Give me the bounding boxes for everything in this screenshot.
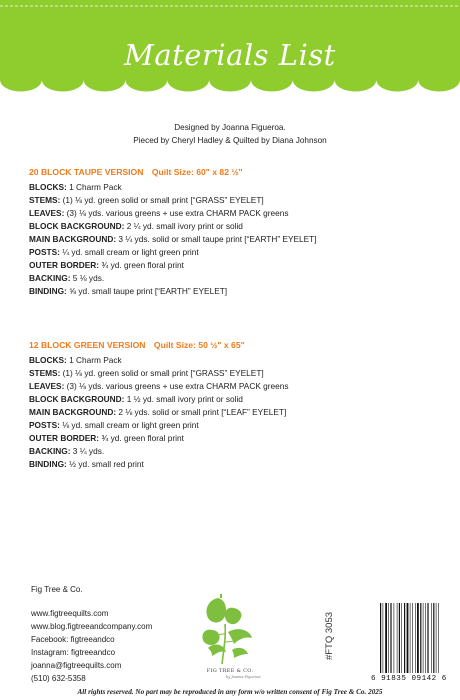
material-item — [29, 458, 449, 471]
version-title: 20 BLOCK TAUPE VERSION — [29, 167, 144, 177]
material-label: STEMS: — [29, 195, 61, 205]
material-description: 5 ⅛ yds. — [70, 273, 105, 283]
material-item — [29, 272, 449, 285]
company-name: Fig Tree & Co. — [31, 585, 83, 594]
material-description: 2 ⅛ yds. solid or small print [“LEAF” EYELET] — [116, 407, 287, 417]
material-item — [29, 194, 449, 207]
material-description: 1 ½ yd. small ivory print or solid — [124, 394, 243, 404]
material-item — [29, 393, 449, 406]
barcode-icon — [378, 603, 448, 680]
logo-wordmark: FIG TREE & CO. — [206, 668, 254, 674]
barcode-bar — [417, 603, 419, 673]
barcode-bar — [427, 603, 428, 673]
barcode-bar — [397, 603, 398, 673]
material-item — [29, 367, 449, 380]
material-description: ¾ yd. green floral print — [99, 433, 184, 443]
pieced-quilted-credit: Pieced by Cheryl Hadley & Quilted by Diana Johnson — [133, 136, 327, 145]
material-label: BLOCK BACKGROUND: — [29, 394, 125, 404]
product-code: #FTQ 3053 — [324, 611, 335, 661]
email-link[interactable]: joanna@figtreequilts.com — [31, 661, 122, 670]
material-item — [29, 354, 449, 367]
material-label: BLOCK BACKGROUND: — [29, 221, 125, 231]
material-description: 3 ¼ yds. — [70, 446, 105, 456]
material-item — [29, 246, 449, 259]
contact-info — [31, 583, 152, 685]
material-item — [29, 259, 449, 272]
material-description: ½ yd. small red print — [66, 459, 144, 469]
material-label: POSTS: — [29, 420, 60, 430]
material-item — [29, 432, 449, 445]
barcode-bar — [438, 603, 439, 673]
material-label: LEAVES: — [29, 208, 65, 218]
section-heading — [29, 339, 449, 352]
barcode-bar — [420, 603, 421, 673]
material-label: BINDING: — [29, 459, 67, 469]
website-link[interactable]: www.figtreequilts.com — [31, 609, 109, 618]
material-item — [29, 419, 449, 432]
barcode-bar — [436, 603, 437, 673]
material-item — [29, 220, 449, 233]
barcode-number: 6 91835 09142 6 — [371, 675, 447, 683]
barcode-bar — [415, 603, 416, 673]
material-item — [29, 380, 449, 393]
barcode-bar — [410, 603, 411, 673]
barcode-bar — [394, 603, 395, 673]
material-label: BACKING: — [29, 446, 71, 456]
material-label: OUTER BORDER: — [29, 433, 100, 443]
quilt-size: Quilt Size: 50 ½" x 65" — [153, 340, 245, 350]
material-label: STEMS: — [29, 368, 61, 378]
header-banner — [0, 0, 460, 95]
barcode-bar — [388, 603, 389, 673]
barcode-bar — [431, 603, 432, 673]
barcode-bar — [433, 603, 434, 673]
barcode-bar — [423, 603, 424, 673]
credits — [0, 121, 460, 147]
barcode-bar — [425, 603, 426, 673]
material-item — [29, 285, 449, 298]
barcode-bar — [385, 603, 387, 673]
material-description: (1) ⅛ yd. green solid or small print [“GRASS” EYELET] — [60, 195, 264, 205]
material-item — [29, 233, 449, 246]
material-description: 1 Charm Pack — [66, 355, 122, 365]
section-heading — [29, 166, 449, 179]
green-version-section — [29, 339, 449, 471]
logo-byline: by Joanna Figueroa — [226, 675, 261, 679]
material-item — [29, 207, 449, 220]
material-description: 2 ¼ yd. small ivory print or solid — [124, 221, 243, 231]
barcode-bar — [404, 603, 405, 673]
instagram-handle: Instagram: figtreeandco — [31, 648, 116, 657]
material-label: BLOCKS: — [29, 182, 67, 192]
material-label: BACKING: — [29, 273, 71, 283]
material-description: (1) ⅛ yd. green solid or small print [“GRASS” EYELET] — [60, 368, 264, 378]
material-description: ¾ yd. green floral print — [99, 260, 184, 270]
material-label: POSTS: — [29, 247, 60, 257]
material-label: MAIN BACKGROUND: — [29, 234, 117, 244]
barcode-bar — [412, 603, 413, 673]
taupe-version-section — [29, 166, 449, 298]
material-label: BLOCKS: — [29, 355, 67, 365]
rights-notice: All rights reserved. No part may be reproduced in any form w/o written consent of Fig Tree & Co. 2025 — [77, 688, 383, 696]
material-description: 1 Charm Pack — [66, 182, 122, 192]
barcode-bar — [383, 603, 384, 673]
material-label: MAIN BACKGROUND: — [29, 407, 117, 417]
material-description: ¼ yd. small cream or light green print — [59, 247, 199, 257]
material-description: (3) ⅛ yds. various greens + use extra CHARM PACK greens — [64, 208, 289, 218]
barcode-bar — [399, 603, 400, 673]
material-description: (3) ⅛ yds. various greens + use extra CHARM PACK greens — [64, 381, 289, 391]
material-label: BINDING: — [29, 286, 67, 296]
barcode-bar — [401, 603, 402, 673]
material-label: OUTER BORDER: — [29, 260, 100, 270]
facebook-handle: Facebook: figtreeandco — [31, 635, 115, 644]
barcode-bar — [380, 603, 381, 673]
version-title: 12 BLOCK GREEN VERSION — [29, 340, 146, 350]
barcode-bar — [407, 603, 409, 673]
blog-link[interactable]: www.blog.figtreeandcompany.com — [31, 622, 153, 631]
material-item — [29, 445, 449, 458]
quilt-size: Quilt Size: 60" x 82 ½" — [151, 167, 243, 177]
material-description: ⅝ yd. small taupe print [“EARTH” EYELET] — [66, 286, 228, 296]
phone-number: (510) 632-5358 — [31, 674, 86, 683]
page-title: Materials List — [124, 38, 336, 72]
designer-credit: Designed by Joanna Figueroa. — [174, 123, 286, 132]
material-item — [29, 181, 449, 194]
material-description: 3 ¼ yds. solid or small taupe print [“EARTH” EYELET] — [116, 234, 317, 244]
material-description: ⅛ yd. small cream or light green print — [59, 420, 199, 430]
material-label: LEAVES: — [29, 381, 65, 391]
barcode-bar — [390, 603, 391, 673]
material-item — [29, 406, 449, 419]
